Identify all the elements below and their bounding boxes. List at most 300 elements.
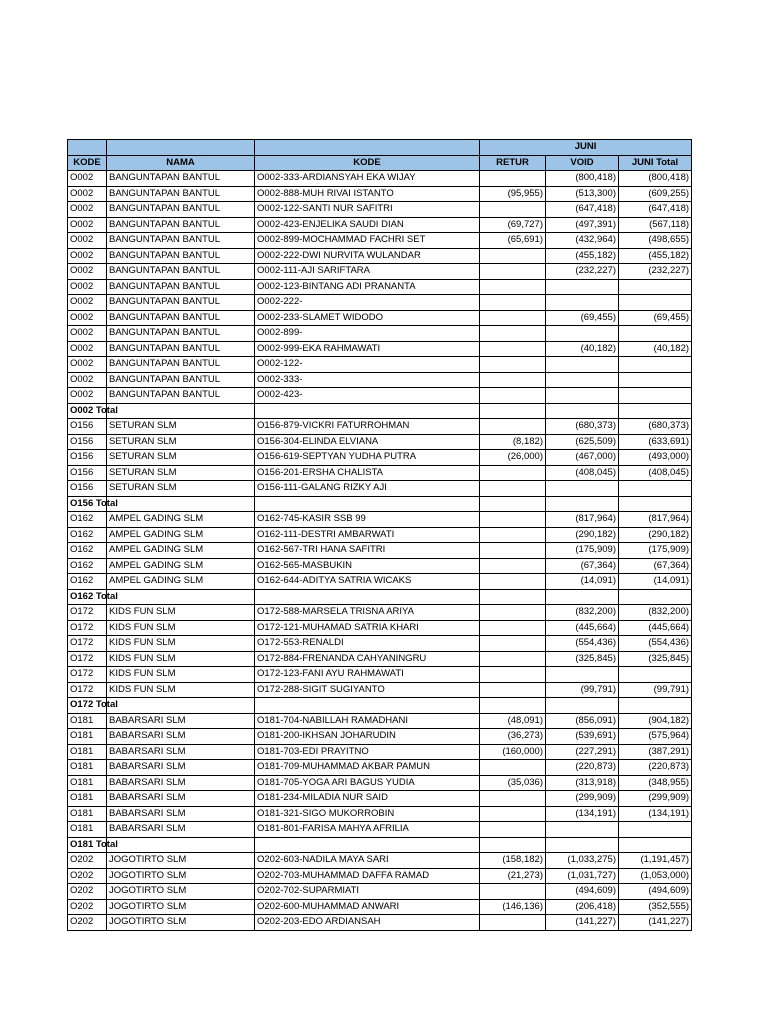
- kode-detail-cell: O002-899-MOCHAMMAD FACHRI SET: [255, 233, 480, 249]
- nama-cell: [107, 403, 255, 419]
- void-cell: (175,909): [546, 543, 619, 559]
- nama-cell: [107, 496, 255, 512]
- void-cell: [546, 357, 619, 373]
- void-cell: (14,091): [546, 574, 619, 590]
- kode-cell: O172: [68, 651, 107, 667]
- kode-detail-cell: O181-704-NABILLAH RAMADHANI: [255, 713, 480, 729]
- nama-cell: [107, 589, 255, 605]
- retur-cell: (36,273): [480, 729, 546, 745]
- kode-detail-cell: O002-111-AJI SARIFTARA: [255, 264, 480, 280]
- void-cell: (290,182): [546, 527, 619, 543]
- kode-detail-cell: O202-600-MUHAMMAD ANWARI: [255, 899, 480, 915]
- nama-cell: AMPEL GADING SLM: [107, 527, 255, 543]
- juni-total-cell: (567,118): [619, 217, 692, 233]
- kode-cell: O181: [68, 760, 107, 776]
- kode-cell: O202: [68, 915, 107, 931]
- table-row: [68, 744, 692, 760]
- header-cell-blank: [107, 140, 255, 156]
- kode-cell: O156: [68, 419, 107, 435]
- retur-cell: [480, 605, 546, 621]
- juni-total-cell: [619, 279, 692, 295]
- void-cell: [546, 667, 619, 683]
- kode-detail-cell: O002-233-SLAMET WIDODO: [255, 310, 480, 326]
- retur-cell: [480, 620, 546, 636]
- nama-cell: [107, 698, 255, 714]
- void-cell: (554,436): [546, 636, 619, 652]
- void-cell: (467,000): [546, 450, 619, 466]
- juni-total-cell: (352,555): [619, 899, 692, 915]
- column-header-kode: KODE: [68, 155, 107, 171]
- juni-total-cell: (832,200): [619, 605, 692, 621]
- kode-detail-cell: O156-201-ERSHA CHALISTA: [255, 465, 480, 481]
- nama-cell: JOGOTIRTO SLM: [107, 853, 255, 869]
- retur-cell: [480, 357, 546, 373]
- kode-detail-cell: O172-588-MARSELA TRISNA ARIYA: [255, 605, 480, 621]
- table-row: [68, 822, 692, 838]
- juni-total-cell: (498,655): [619, 233, 692, 249]
- kode-cell: O181: [68, 806, 107, 822]
- nama-cell: BANGUNTAPAN BANTUL: [107, 372, 255, 388]
- void-cell: (817,964): [546, 512, 619, 528]
- header-cell-blank: [68, 140, 107, 156]
- table-row: [68, 651, 692, 667]
- void-cell: [546, 481, 619, 497]
- table-row: [68, 310, 692, 326]
- kode-detail-cell: O002-899-: [255, 326, 480, 342]
- table-row: [68, 186, 692, 202]
- subtotal-row: [68, 589, 692, 605]
- void-cell: (99,791): [546, 682, 619, 698]
- table-row: [68, 636, 692, 652]
- void-cell: (325,845): [546, 651, 619, 667]
- kode-cell: O202: [68, 884, 107, 900]
- retur-cell: [480, 915, 546, 931]
- header-row-columns: [68, 155, 692, 171]
- void-cell: (220,873): [546, 760, 619, 776]
- table-row: [68, 512, 692, 528]
- retur-cell: [480, 248, 546, 264]
- retur-cell: [480, 279, 546, 295]
- table-row: [68, 605, 692, 621]
- table-row: [68, 279, 692, 295]
- juni-total-cell: (299,909): [619, 791, 692, 807]
- nama-cell: AMPEL GADING SLM: [107, 574, 255, 590]
- kode-detail-cell: [255, 837, 480, 853]
- kode-detail-cell: O181-703-EDI PRAYITNO: [255, 744, 480, 760]
- juni-total-cell: (575,964): [619, 729, 692, 745]
- table-row: [68, 419, 692, 435]
- retur-cell: [480, 667, 546, 683]
- kode-cell: O002: [68, 295, 107, 311]
- kode-cell: O172: [68, 682, 107, 698]
- report-table: [67, 139, 692, 931]
- void-cell: [546, 326, 619, 342]
- retur-cell: [480, 295, 546, 311]
- juni-total-cell: [619, 357, 692, 373]
- kode-cell: O002: [68, 186, 107, 202]
- nama-cell: JOGOTIRTO SLM: [107, 884, 255, 900]
- table-row: [68, 295, 692, 311]
- void-cell: [546, 837, 619, 853]
- kode-cell: O156: [68, 450, 107, 466]
- retur-cell: [480, 760, 546, 776]
- table-row: [68, 357, 692, 373]
- table-row: [68, 806, 692, 822]
- nama-cell: KIDS FUN SLM: [107, 620, 255, 636]
- retur-cell: [480, 884, 546, 900]
- nama-cell: BABARSARI SLM: [107, 791, 255, 807]
- table-row: [68, 248, 692, 264]
- nama-cell: KIDS FUN SLM: [107, 667, 255, 683]
- kode-cell: O162: [68, 574, 107, 590]
- kode-cell: O002: [68, 372, 107, 388]
- kode-detail-cell: O002-122-SANTI NUR SAFITRI: [255, 202, 480, 218]
- kode-cell: O181: [68, 729, 107, 745]
- kode-detail-cell: O162-644-ADITYA SATRIA WICAKS: [255, 574, 480, 590]
- juni-total-cell: [619, 326, 692, 342]
- retur-cell: [480, 822, 546, 838]
- nama-cell: JOGOTIRTO SLM: [107, 915, 255, 931]
- kode-cell: O181: [68, 775, 107, 791]
- kode-detail-cell: O156-879-VICKRI FATURROHMAN: [255, 419, 480, 435]
- kode-detail-cell: [255, 589, 480, 605]
- column-header-kode-detail: KODE: [255, 155, 480, 171]
- kode-cell: O172: [68, 636, 107, 652]
- retur-cell: (26,000): [480, 450, 546, 466]
- table-row: [68, 620, 692, 636]
- juni-total-cell: (800,418): [619, 171, 692, 187]
- kode-cell: O002: [68, 217, 107, 233]
- nama-cell: BANGUNTAPAN BANTUL: [107, 295, 255, 311]
- table-row: [68, 202, 692, 218]
- juni-total-cell: (290,182): [619, 527, 692, 543]
- retur-cell: [480, 837, 546, 853]
- juni-total-cell: (69,455): [619, 310, 692, 326]
- juni-total-cell: (232,227): [619, 264, 692, 280]
- nama-cell: AMPEL GADING SLM: [107, 558, 255, 574]
- nama-cell: BANGUNTAPAN BANTUL: [107, 341, 255, 357]
- juni-total-cell: (99,791): [619, 682, 692, 698]
- nama-cell: KIDS FUN SLM: [107, 636, 255, 652]
- nama-cell: BANGUNTAPAN BANTUL: [107, 233, 255, 249]
- void-cell: (40,182): [546, 341, 619, 357]
- table-row: [68, 465, 692, 481]
- void-cell: (313,918): [546, 775, 619, 791]
- table-row: [68, 341, 692, 357]
- kode-cell: O172: [68, 620, 107, 636]
- kode-cell: O156: [68, 434, 107, 450]
- kode-cell: O181: [68, 791, 107, 807]
- nama-cell: JOGOTIRTO SLM: [107, 868, 255, 884]
- void-cell: [546, 589, 619, 605]
- table-row: [68, 450, 692, 466]
- juni-total-cell: (647,418): [619, 202, 692, 218]
- void-cell: (647,418): [546, 202, 619, 218]
- table-row: [68, 868, 692, 884]
- juni-total-cell: [619, 295, 692, 311]
- nama-cell: SETURAN SLM: [107, 419, 255, 435]
- table-row: [68, 233, 692, 249]
- void-cell: (856,091): [546, 713, 619, 729]
- void-cell: [546, 295, 619, 311]
- juni-total-cell: (1,053,000): [619, 868, 692, 884]
- kode-detail-cell: O172-288-SIGIT SUGIYANTO: [255, 682, 480, 698]
- kode-detail-cell: O156-111-GALANG RIZKY AJI: [255, 481, 480, 497]
- column-header-nama: NAMA: [107, 155, 255, 171]
- subtotal-row: [68, 403, 692, 419]
- kode-cell: O002: [68, 171, 107, 187]
- kode-detail-cell: O162-111-DESTRI AMBARWATI: [255, 527, 480, 543]
- kode-detail-cell: O202-203-EDO ARDIANSAH: [255, 915, 480, 931]
- table-row: [68, 760, 692, 776]
- juni-total-cell: (455,182): [619, 248, 692, 264]
- kode-detail-cell: O002-222-: [255, 295, 480, 311]
- retur-cell: [480, 481, 546, 497]
- kode-detail-cell: O162-567-TRI HANA SAFITRI: [255, 543, 480, 559]
- table-row: [68, 527, 692, 543]
- retur-cell: (35,036): [480, 775, 546, 791]
- kode-cell: O002: [68, 248, 107, 264]
- nama-cell: BANGUNTAPAN BANTUL: [107, 310, 255, 326]
- kode-detail-cell: [255, 496, 480, 512]
- kode-cell: O002: [68, 310, 107, 326]
- juni-total-cell: [619, 698, 692, 714]
- kode-detail-cell: O181-200-IKHSAN JOHARUDIN: [255, 729, 480, 745]
- kode-cell: O156: [68, 465, 107, 481]
- nama-cell: BANGUNTAPAN BANTUL: [107, 217, 255, 233]
- void-cell: (539,691): [546, 729, 619, 745]
- retur-cell: [480, 806, 546, 822]
- table-row: [68, 899, 692, 915]
- void-cell: [546, 822, 619, 838]
- juni-total-cell: (1,191,457): [619, 853, 692, 869]
- retur-cell: [480, 496, 546, 512]
- retur-cell: [480, 202, 546, 218]
- column-header-void: VOID: [546, 155, 619, 171]
- nama-cell: KIDS FUN SLM: [107, 605, 255, 621]
- retur-cell: [480, 403, 546, 419]
- table-row: [68, 729, 692, 745]
- kode-cell: O202: [68, 853, 107, 869]
- void-cell: (625,509): [546, 434, 619, 450]
- kode-detail-cell: O002-222-DWI NURVITA WULANDAR: [255, 248, 480, 264]
- juni-total-cell: (40,182): [619, 341, 692, 357]
- juni-total-cell: (134,191): [619, 806, 692, 822]
- nama-cell: SETURAN SLM: [107, 465, 255, 481]
- kode-detail-cell: O172-884-FRENANDA CAHYANINGRU: [255, 651, 480, 667]
- kode-detail-cell: O002-122-: [255, 357, 480, 373]
- void-cell: (432,964): [546, 233, 619, 249]
- table-body: [68, 171, 692, 931]
- juni-total-cell: (445,664): [619, 620, 692, 636]
- table-row: [68, 884, 692, 900]
- table-row: [68, 434, 692, 450]
- header-cell-blank: [255, 140, 480, 156]
- kode-detail-cell: O002-333-: [255, 372, 480, 388]
- nama-cell: BABARSARI SLM: [107, 729, 255, 745]
- retur-cell: [480, 341, 546, 357]
- void-cell: (832,200): [546, 605, 619, 621]
- juni-total-cell: [619, 667, 692, 683]
- retur-cell: [480, 264, 546, 280]
- kode-detail-cell: O181-234-MILADIA NUR SAID: [255, 791, 480, 807]
- void-cell: (232,227): [546, 264, 619, 280]
- nama-cell: BANGUNTAPAN BANTUL: [107, 279, 255, 295]
- table-row: [68, 775, 692, 791]
- kode-cell: O002: [68, 202, 107, 218]
- juni-total-cell: (904,182): [619, 713, 692, 729]
- table-row: [68, 853, 692, 869]
- nama-cell: AMPEL GADING SLM: [107, 512, 255, 528]
- kode-cell: O002: [68, 388, 107, 404]
- kode-detail-cell: O172-121-MUHAMAD SATRIA KHARI: [255, 620, 480, 636]
- juni-total-cell: (175,909): [619, 543, 692, 559]
- nama-cell: SETURAN SLM: [107, 450, 255, 466]
- table-row: [68, 326, 692, 342]
- void-cell: (497,391): [546, 217, 619, 233]
- kode-detail-cell: O181-709-MUHAMMAD AKBAR PAMUN: [255, 760, 480, 776]
- table-row: [68, 558, 692, 574]
- kode-cell: O002: [68, 279, 107, 295]
- nama-cell: BANGUNTAPAN BANTUL: [107, 248, 255, 264]
- retur-cell: [480, 698, 546, 714]
- retur-cell: [480, 326, 546, 342]
- nama-cell: BANGUNTAPAN BANTUL: [107, 357, 255, 373]
- void-cell: (800,418): [546, 171, 619, 187]
- juni-total-cell: [619, 403, 692, 419]
- retur-cell: (158,182): [480, 853, 546, 869]
- void-cell: [546, 496, 619, 512]
- void-cell: (206,418): [546, 899, 619, 915]
- kode-cell: O181: [68, 822, 107, 838]
- retur-cell: [480, 682, 546, 698]
- retur-cell: [480, 465, 546, 481]
- retur-cell: (21,273): [480, 868, 546, 884]
- retur-cell: [480, 527, 546, 543]
- table-row: [68, 481, 692, 497]
- void-cell: (134,191): [546, 806, 619, 822]
- table-row: [68, 171, 692, 187]
- nama-cell: BANGUNTAPAN BANTUL: [107, 171, 255, 187]
- kode-cell: O162: [68, 543, 107, 559]
- kode-detail-cell: O002-423-ENJELIKA SAUDI DIAN: [255, 217, 480, 233]
- kode-detail-cell: O181-321-SIGO MUKORROBIN: [255, 806, 480, 822]
- retur-cell: [480, 636, 546, 652]
- table-row: [68, 543, 692, 559]
- nama-cell: BABARSARI SLM: [107, 822, 255, 838]
- nama-cell: BANGUNTAPAN BANTUL: [107, 326, 255, 342]
- retur-cell: [480, 419, 546, 435]
- table-row: [68, 574, 692, 590]
- kode-cell: O002: [68, 326, 107, 342]
- juni-total-cell: (14,091): [619, 574, 692, 590]
- kode-detail-cell: O172-123-FANI AYU RAHMAWATI: [255, 667, 480, 683]
- kode-detail-cell: O002-123-BINTANG ADI PRANANTA: [255, 279, 480, 295]
- retur-cell: (160,000): [480, 744, 546, 760]
- void-cell: (455,182): [546, 248, 619, 264]
- kode-cell: O202: [68, 899, 107, 915]
- retur-cell: (65,691): [480, 233, 546, 249]
- nama-cell: SETURAN SLM: [107, 481, 255, 497]
- kode-cell: O156 Total: [68, 496, 107, 512]
- header-month: JUNI: [480, 140, 692, 156]
- nama-cell: BABARSARI SLM: [107, 806, 255, 822]
- retur-cell: [480, 512, 546, 528]
- kode-cell: O172: [68, 605, 107, 621]
- nama-cell: BABARSARI SLM: [107, 775, 255, 791]
- kode-cell: O181: [68, 744, 107, 760]
- kode-detail-cell: O172-553-RENALDI: [255, 636, 480, 652]
- kode-detail-cell: O002-888-MUH RIVAI ISTANTO: [255, 186, 480, 202]
- kode-cell: O172: [68, 667, 107, 683]
- kode-cell: O002 Total: [68, 403, 107, 419]
- retur-cell: [480, 388, 546, 404]
- juni-total-cell: (348,955): [619, 775, 692, 791]
- table-row: [68, 217, 692, 233]
- kode-detail-cell: O202-703-MUHAMMAD DAFFA RAMAD: [255, 868, 480, 884]
- kode-cell: O156: [68, 481, 107, 497]
- juni-total-cell: (494,609): [619, 884, 692, 900]
- table-row: [68, 915, 692, 931]
- kode-detail-cell: O202-702-SUPARMIATI: [255, 884, 480, 900]
- kode-detail-cell: O002-999-EKA RAHMAWATI: [255, 341, 480, 357]
- void-cell: (408,045): [546, 465, 619, 481]
- void-cell: (680,373): [546, 419, 619, 435]
- kode-cell: O002: [68, 264, 107, 280]
- retur-cell: [480, 372, 546, 388]
- nama-cell: JOGOTIRTO SLM: [107, 899, 255, 915]
- juni-total-cell: [619, 481, 692, 497]
- retur-cell: (95,955): [480, 186, 546, 202]
- void-cell: (299,909): [546, 791, 619, 807]
- juni-total-cell: (141,227): [619, 915, 692, 931]
- nama-cell: BANGUNTAPAN BANTUL: [107, 186, 255, 202]
- retur-cell: (146,136): [480, 899, 546, 915]
- juni-total-cell: (554,436): [619, 636, 692, 652]
- juni-total-cell: (387,291): [619, 744, 692, 760]
- table-row: [68, 667, 692, 683]
- retur-cell: [480, 589, 546, 605]
- void-cell: (1,031,727): [546, 868, 619, 884]
- void-cell: [546, 372, 619, 388]
- kode-cell: O162 Total: [68, 589, 107, 605]
- retur-cell: [480, 171, 546, 187]
- juni-total-cell: (408,045): [619, 465, 692, 481]
- kode-detail-cell: O202-603-NADILA MAYA SARI: [255, 853, 480, 869]
- kode-cell: O002: [68, 341, 107, 357]
- kode-detail-cell: O156-304-ELINDA ELVIANA: [255, 434, 480, 450]
- column-header-juni-total: JUNI Total: [619, 155, 692, 171]
- juni-total-cell: (325,845): [619, 651, 692, 667]
- void-cell: (1,033,275): [546, 853, 619, 869]
- kode-cell: O181 Total: [68, 837, 107, 853]
- juni-total-cell: [619, 589, 692, 605]
- kode-cell: O002: [68, 357, 107, 373]
- void-cell: (513,300): [546, 186, 619, 202]
- void-cell: (67,364): [546, 558, 619, 574]
- nama-cell: BABARSARI SLM: [107, 760, 255, 776]
- table-row: [68, 791, 692, 807]
- kode-cell: O181: [68, 713, 107, 729]
- retur-cell: (69,727): [480, 217, 546, 233]
- subtotal-row: [68, 496, 692, 512]
- table-row: [68, 682, 692, 698]
- juni-total-cell: (680,373): [619, 419, 692, 435]
- kode-detail-cell: O181-801-FARISA MAHYA AFRILIA: [255, 822, 480, 838]
- juni-total-cell: [619, 372, 692, 388]
- retur-cell: (48,091): [480, 713, 546, 729]
- column-header-retur: RETUR: [480, 155, 546, 171]
